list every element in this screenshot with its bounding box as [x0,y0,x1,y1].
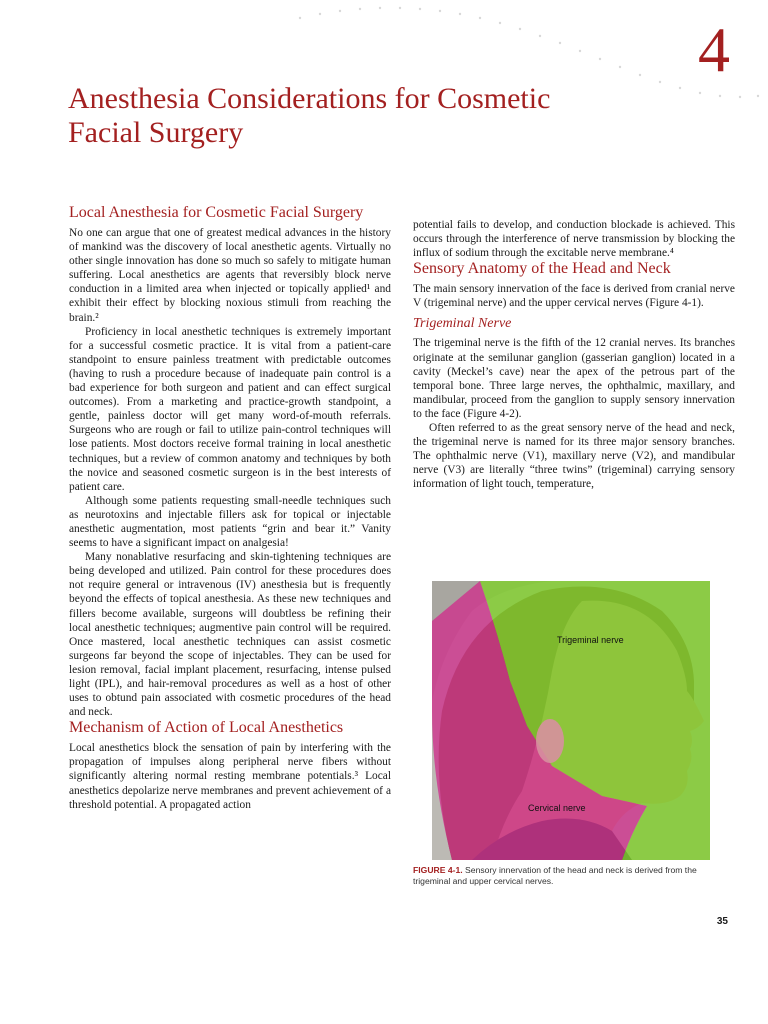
chapter-title: Anesthesia Considerations for Cosmetic Facial Surgery [68,82,551,149]
right-column [413,218,735,492]
paragraph-continued: potential fails to develop, and conduction blockade is achieved. This occurs through the interference of nerve transmission by blocking the influx of sodium through the excitable nerve membrane.⁴ [413,219,735,260]
paragraph: Although some patients requesting small-needle techniques such as neurotoxins and injectable fillers ask for topical or injectable anesthetic augmentation, most patients “grin and bear it.” Vanity seems to have a significant impact on analgesia! [69,494,391,550]
figure-caption [413,865,731,887]
head-innervation-illustration [432,581,710,860]
label-cervical-nerve: Cervical nerve [528,803,586,813]
section-heading-sensory-anatomy: Sensory Anatomy of the Head and Neck [413,260,671,278]
caption-text: Sensory innervation of the head and neck is derived from the trigeminal and upper cervical nerves. [413,865,697,886]
paragraph: No one can argue that one of greatest medical advances in the history of mankind was the discovery of local anesthetic agents. Virtually no other single innovation has done so much so safely to mitigate human suffering. Local anesthetics are agents that reversibly block nerve conduction in a limited area when injected or topically applied¹ and exhibit their effect by blocking noxious stimuli from reaching the brain.² [69,227,391,324]
paragraph: Often referred to as the great sensory nerve of the head and neck, the trigeminal nerve is named for its three major sensory branches. The ophthalmic nerve (V1), maxillary nerve (V2), and mandibular nerve (V3) are literally “three twins” (trigeminal) carrying sensory information of light touch, temperature, [413,422,735,491]
left-column [69,204,391,812]
figure-4-1 [432,581,710,860]
paragraph: The main sensory innervation of the face is derived from cranial nerve V (trigeminal nerve) and the upper cervical nerves (Figure 4-1). [413,283,735,310]
subsection-heading-trigeminal: Trigeminal Nerve [413,316,512,332]
caption-label: FIGURE 4-1. [413,865,463,875]
paragraph: Proficiency in local anesthetic techniques is extremely important for a successful cosmetic practice. It is vital from a patient-care standpoint to ensure painless treatment with predictable outcomes (having to rush a procedure because of inadequate pain control is a bad experience for both surgeon and patient and can effect surgical outcomes). From a marketing and practice-growth standpoint, a gentle, painless doctor will get many word-of-mouth referrals. Surgeons who are rough or fail to utilize pain-control techniques will lose patients. Most doctors receive formal training in local anesthetic techniques, but a review of common anatomy and techniques by both the novice and seasoned cosmetic surgeon is in the best interests of patient care. [69,325,391,493]
label-trigeminal-nerve: Trigeminal nerve [557,635,624,645]
paragraph: Many nonablative resurfacing and skin-tightening techniques are being developed and utilized. Pain control for these procedures does not require general or intravenous (IV) anesthesia but is frequently beyond the effects of topical anesthesia. As these new techniques and fillers become available, surgeons will doubtless be refining their local anesthetic techniques; augmentive pain control will be required. Once mastered, local anesthetic techniques can assist cosmetic surgeons far beyond the scope of injectables. They can be used for lesion removal, facial implant placement, resurfacing, intense pulsed light (IPL), and hair-removal procedures as well as a host of other uses to obtund pain associated with cosmetic procedures of the head and neck. [69,551,391,719]
section-heading-local-anesthesia: Local Anesthesia for Cosmetic Facial Surgery [69,204,364,221]
page-number: 35 [716,916,728,927]
chapter-number: 4 [698,14,730,85]
section-heading-mechanism: Mechanism of Action of Local Anesthetics [69,719,344,737]
paragraph: The trigeminal nerve is the fifth of the 12 cranial nerves. Its branches originate at the semilunar ganglion (gasserian ganglion) located in a cavity (Meckel’s cave) near the apex of the petrous part of the temporal bone. Three large nerves, the ophthalmic, maxillary, and mandibular, proceed from the ganglion to supply sensory innervation to the face (Figure 4-2). [413,337,735,420]
paragraph: Local anesthetics block the sensation of pain by interfering with the propagation of impulses along peripheral nerve fibers without significantly altering normal resting membrane potentials.³ Local anesthetics depolarize nerve membranes and prevent achievement of a threshold potential. A propagated action [69,742,391,811]
